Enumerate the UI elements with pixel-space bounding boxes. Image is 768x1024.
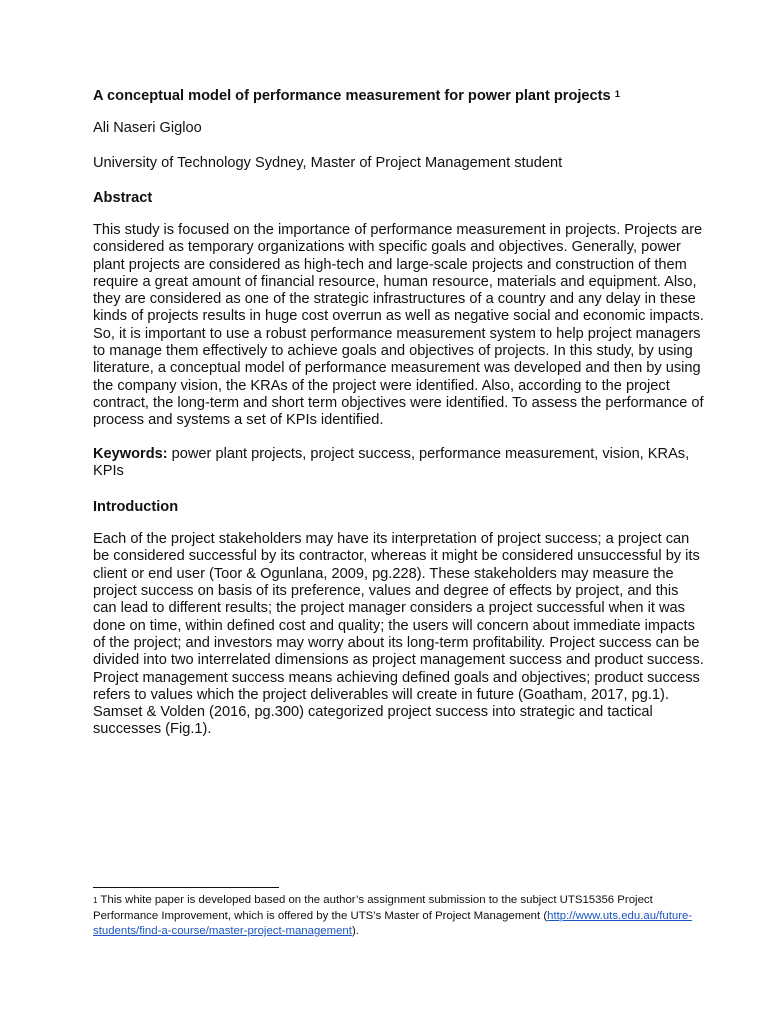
footnote-separator — [93, 887, 279, 888]
paper-title — [93, 86, 705, 106]
keywords-text: power plant projects, project success, performance measurement, vision, KRAs, KPIs — [93, 445, 690, 479]
introduction-heading: Introduction — [93, 499, 179, 516]
abstract-heading: Abstract — [93, 190, 153, 206]
author-name: Ali Naseri Gigloo — [93, 120, 202, 136]
introduction-paragraph: Each of the project stakeholders may have its interpretation of project success; a project can be considered successful by its contractor, whereas it might be considered unsuccessful by its client or end user (Toor & Ogunlana, 2009, pg.228). These stakeholders may measure the project success on basis of its preference, values and degree of effects by project, and this can lead to different results; the project manager considers a project successful when it was done on time, within defined cost and quality; the users will concern about immediate impacts of the project; and investors may worry about its long-term profitability. Project success can be divided into two interrelated dimensions as project management success and product success. Project management success means achieving defined goals and objectives; product success refers to values which the project deliverables will create in future (Goatham, 2017, pg.1). Samset & Volden (2016, pg.300) categorized project success into strategic and tactical successes (Fig.1). — [93, 531, 704, 738]
paper-title-text: A conceptual model of performance measurement for power plant projects — [93, 88, 611, 104]
footnote — [93, 893, 693, 940]
author-affiliation: University of Technology Sydney, Master of Project Management student — [93, 155, 563, 171]
abstract-paragraph: This study is focused on the importance of performance measurement in projects. Projects are considered as temporary organizations with specific goals and objectives. Generally, power plant projects are considered as high-tech and large-scale projects and construction of them require a great amount of financial resource, human resource, materials and equipment. Also, they are considered as one of the strategic infrastructures of a country and any delay in these kinds of projects results in huge cost overrun as well as negative social and economic impacts. So, it is important to use a robust performance measurement system to help project managers to manage them effectively to achieve goals and objectives of projects. In this study, by using literature, a conceptual model of performance measurement was developed and then by using the company vision, the KRAs of the project were identified. Also, according to the project contract, the long-term and short term objectives were identified. To assess the performance of process and systems a set of KPIs identified. — [93, 222, 704, 429]
title-footnote-mark[interactable]: 1 — [614, 89, 621, 100]
keywords-paragraph — [93, 446, 705, 481]
footnote-text-after: ). — [351, 925, 359, 937]
keywords-label: Keywords: — [93, 445, 168, 462]
paper-body — [93, 86, 705, 756]
footnote-mark: 1 — [93, 896, 98, 905]
footnote-link[interactable]: http://www.uts.edu.au/future-students/find-a-course/master-project-management — [93, 909, 693, 937]
footnote-text-before: This white paper is developed based on the author’s assignment submission to the subject UTS15356 Project Performance Improvement, which is offered by the UTS’s Master of Project Management ( — [93, 894, 653, 922]
